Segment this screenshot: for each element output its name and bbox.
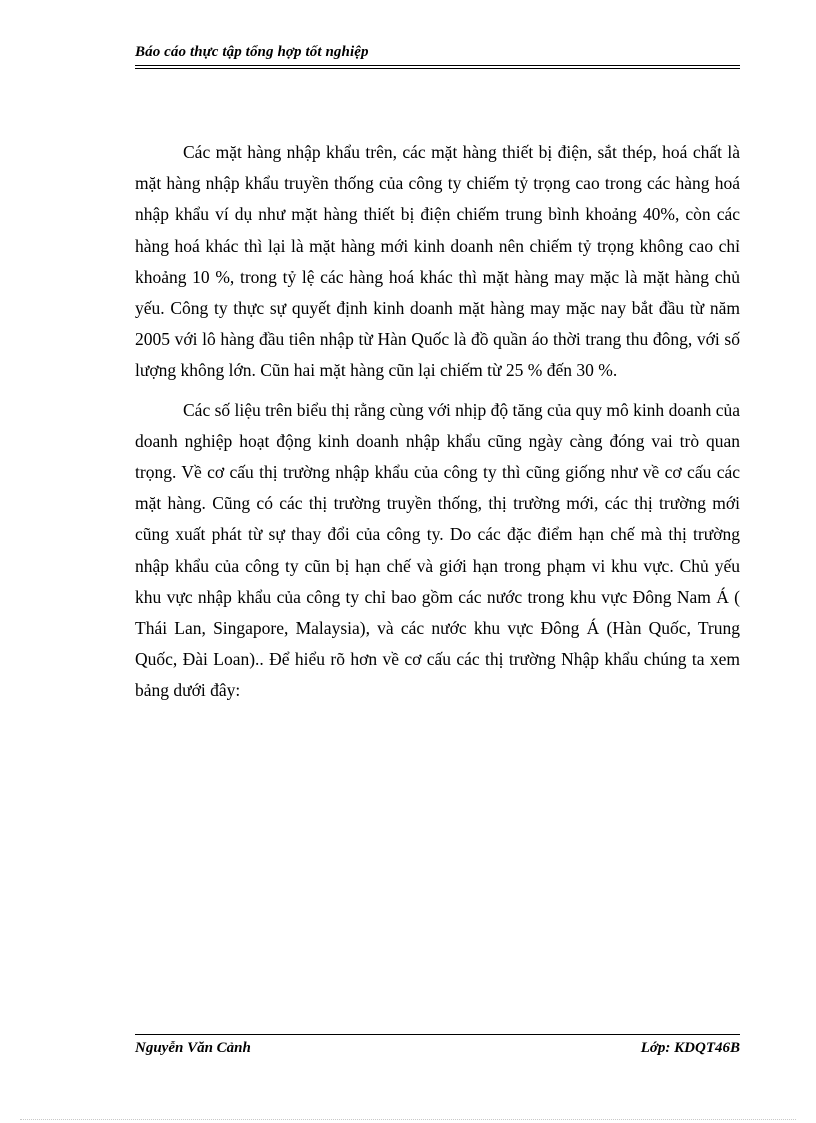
header-title: Báo cáo thực tập tổng hợp tốt nghiệp (135, 44, 369, 60)
page-header (135, 44, 740, 69)
page-edge-divider (20, 1119, 796, 1120)
footer-author: Nguyễn Văn Cảnh (135, 1040, 251, 1056)
header-rule (135, 65, 740, 66)
body-text (135, 137, 740, 707)
footer-class: Lớp: KDQT46B (640, 1040, 740, 1056)
page-footer (135, 1034, 740, 1057)
footer-row (135, 1035, 740, 1057)
paragraph-2: Các số liệu trên biểu thị rằng cùng với nhịp độ tăng của quy mô kinh doanh của doanh nghiệp hoạt động kinh doanh nhập khẩu cũng ngày càng đóng vai trò quan trọng. Về cơ cấu thị trường nhập khẩu của công ty thì cũng giống như về cơ cấu các mặt hàng. Cũng có các thị trường truyền thống, thị trường mới, các thị trường mới cũng xuất phát từ sự thay đổi của công ty. Do các đặc điểm hạn chế mà thị trường nhập khẩu của công ty cũn bị hạn chế và giới hạn trong phạm vi khu vực. Chủ yếu khu vực nhập khẩu của công ty chỉ bao gồm các nước trong khu vực Đông Nam Á ( Thái Lan, Singapore, Malaysia), và các nước khu vực Đông Á (Hàn Quốc, Trung Quốc, Đài Loan).. Để hiểu rõ hơn về cơ cấu các thị trường Nhập khẩu chúng ta xem bảng dưới đây: (135, 399, 740, 701)
header-rule-thin (135, 68, 740, 69)
paragraph-1: Các mặt hàng nhập khẩu trên, các mặt hàng thiết bị điện, sắt thép, hoá chất là mặt hàng nhập khẩu truyền thống của công ty chiếm tỷ trọng cao trong các hàng hoá nhập khẩu ví dụ như mặt hàng thiết bị điện chiếm trung bình khoảng 40%, còn các hàng hoá khác thì lại là mặt hàng mới kinh doanh nên chiếm tỷ trọng không cao chỉ khoảng 10 %, trong tỷ lệ các hàng hoá khác thì mặt hàng may mặc là mặt hàng chủ yếu. Công ty thực sự quyết định kinh doanh mặt hàng may mặc nay bắt đầu từ năm 2005 với lô hàng đầu tiên nhập từ Hàn Quốc là đồ quần áo thời trang thu đông, với số lượng không lớn. Cũn hai mặt hàng cũn lại chiếm từ 25 % đến 30 %. (135, 142, 740, 381)
